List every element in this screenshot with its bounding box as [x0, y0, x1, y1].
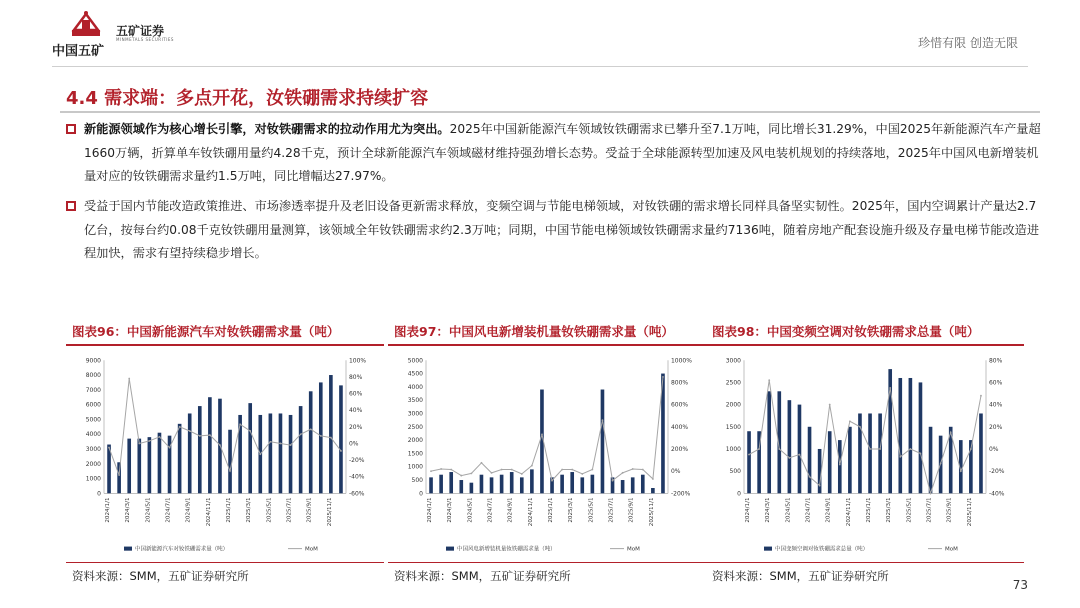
mom-point — [209, 434, 211, 436]
mom-point — [819, 485, 821, 487]
bar — [580, 477, 584, 493]
legend-line-label: MoM — [305, 546, 318, 553]
y-left-tick-label: 2500 — [725, 379, 741, 387]
bar — [480, 475, 484, 494]
mom-point — [551, 480, 553, 482]
bar — [808, 427, 812, 494]
x-tick-label: 2025/9/1 — [628, 497, 635, 523]
mom-point — [799, 454, 801, 456]
mom-point — [440, 468, 442, 470]
minmetals-emblem-icon — [68, 10, 104, 38]
bar — [747, 431, 751, 493]
x-tick-label: 2025/9/1 — [946, 497, 953, 523]
x-tick-label: 2024/7/1 — [487, 497, 494, 523]
x-tick-label: 2025/9/1 — [306, 497, 313, 523]
y-left-tick-label: 1000 — [85, 475, 101, 483]
logo-sub-en-text: MINMETALS SECURITIES — [116, 37, 174, 42]
y-right-tick-label: 0% — [671, 468, 681, 476]
bar — [127, 439, 131, 494]
y-left-tick-label: 2500 — [407, 423, 423, 431]
y-right-tick-label: -20% — [989, 468, 1005, 476]
x-tick-label: 2024/11/1 — [205, 497, 212, 527]
x-tick-label: 2025/11/1 — [966, 497, 973, 527]
bar — [279, 413, 283, 493]
x-tick-label: 2024/11/1 — [527, 497, 534, 527]
mom-point — [138, 443, 140, 445]
logo-sub-text: 五矿证券 — [116, 24, 165, 38]
figure-bottom-rule — [706, 562, 1024, 563]
x-tick-label: 2025/5/1 — [266, 497, 273, 523]
legend-bar-label: 中国新能源汽车对钕铁硼需求量（吨） — [135, 546, 229, 553]
bar — [178, 424, 182, 494]
y-left-tick-label: 4000 — [85, 431, 101, 439]
mom-point — [662, 376, 664, 378]
chart-nev-demand — [66, 350, 384, 565]
figure-title: 图表98：中国变频空调对钕铁硼需求总量（吨） — [712, 324, 980, 339]
mom-point — [889, 387, 891, 389]
figure-title-rule — [706, 344, 1024, 346]
bar — [148, 437, 152, 493]
x-tick-label: 2025/5/1 — [588, 497, 595, 523]
mom-point — [249, 430, 251, 432]
mom-point — [839, 464, 841, 466]
bar — [631, 477, 635, 493]
x-tick-label: 2024/1/1 — [745, 497, 752, 523]
mom-point — [118, 474, 120, 476]
mom-point — [460, 475, 462, 477]
x-tick-label: 2025/1/1 — [866, 497, 873, 523]
y-right-tick-label: 800% — [671, 379, 689, 387]
mom-point — [199, 435, 201, 437]
bar — [309, 391, 313, 493]
y-right-tick-label: 20% — [989, 423, 1003, 431]
mom-point — [450, 469, 452, 471]
y-right-tick-label: 600% — [671, 401, 689, 409]
y-left-tick-label: 6000 — [85, 401, 101, 409]
figure-source: 资料来源：SMM，五矿证券研究所 — [72, 569, 249, 583]
y-left-tick-label: 0 — [419, 490, 423, 498]
mom-point — [930, 492, 932, 494]
bullet-1-bold: 新能源领域作为核心增长引擎，对钕铁硼需求的拉动作用尤为突出。 — [84, 122, 450, 136]
y-left-tick-label: 7000 — [85, 386, 101, 394]
bullet-2-text: 受益于国内节能改造政策推进、市场渗透率提升及老旧设备更新需求释放，变频空调与节能电梯领域，对钕铁硼的需求增长同样具备坚实韧性。2025年，国内空调累计产量达2.7亿台，按每台约0.08千克钕铁硼用量测算，该领域全年钕铁硼需求约2.3万吨；同期，中国节能电梯领域钕铁硼需求量约7136吨，随着房地产配套设施升级及存量电梯节能改造进程加快，需求有望持续稳步增长。 — [84, 199, 1040, 260]
y-right-tick-label: 100% — [349, 357, 367, 365]
x-tick-label: 2024/3/1 — [125, 497, 132, 523]
y-right-tick-label: 40% — [349, 407, 363, 415]
bar — [329, 375, 333, 493]
mom-point — [531, 465, 533, 467]
mom-point — [330, 437, 332, 439]
mom-point — [758, 448, 760, 450]
mom-point — [829, 404, 831, 406]
mom-point — [602, 419, 604, 421]
x-tick-label: 2024/5/1 — [467, 497, 474, 523]
y-right-tick-label: 0% — [989, 445, 999, 454]
bar — [208, 397, 212, 493]
x-tick-label: 2025/7/1 — [608, 497, 615, 523]
bar — [621, 480, 625, 493]
y-right-tick-label: -40% — [349, 473, 365, 481]
bar — [500, 475, 504, 494]
x-tick-label: 2024/9/1 — [185, 497, 192, 523]
mom-point — [778, 448, 780, 450]
mom-point — [869, 448, 871, 450]
mom-point — [470, 472, 472, 474]
figure-98 — [706, 322, 1024, 592]
bar — [137, 439, 141, 494]
mom-point — [632, 468, 634, 470]
bar — [828, 431, 832, 493]
legend-bar-swatch — [446, 547, 454, 551]
page-number: 73 — [1012, 578, 1028, 592]
bar — [591, 475, 595, 494]
x-tick-label: 2024/7/1 — [165, 497, 172, 523]
y-left-tick-label: 2000 — [407, 437, 423, 445]
bar — [601, 390, 605, 494]
bar — [289, 415, 293, 493]
bar — [188, 413, 192, 493]
figure-bottom-rule — [388, 562, 706, 563]
bar — [248, 403, 252, 493]
x-tick-label: 2024/9/1 — [825, 497, 832, 523]
x-tick-label: 2024/1/1 — [105, 497, 112, 523]
mom-point — [980, 395, 982, 397]
mom-point — [612, 480, 614, 482]
y-left-tick-label: 3500 — [407, 397, 423, 405]
legend-line-label: MoM — [627, 546, 640, 553]
mom-point — [940, 462, 942, 464]
bar — [919, 382, 923, 493]
mom-point — [169, 447, 171, 449]
y-right-tick-label: -40% — [989, 490, 1005, 498]
mom-point — [849, 420, 851, 422]
bar — [878, 413, 882, 493]
legend-line-label: MoM — [945, 546, 958, 553]
y-left-tick-label: 3000 — [85, 445, 101, 454]
bar — [909, 378, 913, 493]
bullet-paragraph-2 — [66, 195, 1046, 266]
bullet-1-text: 2025年中国新能源汽车领域钕铁硼需求已攀升至7.1万吨，同比增长31.29%，中国2025年新能源汽车产量超1660万辆，折算单车钕铁硼用量约4.28千克，预计全球新能源汽车领域磁材维持强劲增长态势。受益于全球能源转型加速及风电装机规划的持续落地，2025年中国风电新增装机量对应的钕铁硼需求量约1.5万吨，同比增幅达27.97%。 — [84, 122, 1041, 183]
y-left-tick-label: 0 — [97, 490, 101, 498]
y-left-tick-label: 500 — [729, 468, 741, 476]
logo-main-text: 中国五矿 — [52, 44, 105, 59]
y-left-tick-label: 4000 — [407, 383, 423, 391]
mom-point — [219, 444, 221, 446]
x-tick-label: 2025/11/1 — [326, 497, 333, 527]
mom-point — [280, 443, 282, 445]
y-right-tick-label: 0% — [349, 440, 359, 448]
y-left-tick-label: 8000 — [85, 372, 101, 380]
bar — [560, 475, 564, 494]
chart-wind-demand — [388, 350, 706, 565]
mom-point — [320, 435, 322, 437]
x-tick-label: 2024/5/1 — [785, 497, 792, 523]
bullet-paragraph-1 — [66, 118, 1046, 189]
legend-bar-swatch — [124, 547, 132, 551]
bar — [898, 378, 902, 493]
bar — [570, 472, 574, 493]
y-right-tick-label: 40% — [989, 401, 1003, 409]
mom-point — [179, 426, 181, 428]
bar — [520, 477, 524, 493]
bar — [238, 415, 242, 493]
bar — [470, 483, 474, 494]
mom-point — [148, 440, 150, 442]
mom-point — [430, 470, 432, 472]
x-tick-label: 2024/3/1 — [765, 497, 772, 523]
y-right-tick-label: -20% — [349, 457, 365, 465]
x-tick-label: 2025/5/1 — [906, 497, 913, 523]
y-left-tick-label: 1500 — [725, 423, 741, 431]
y-left-tick-label: 3000 — [725, 357, 741, 365]
figure-bottom-rule — [66, 562, 384, 563]
bar — [490, 477, 494, 493]
figure-title: 图表96：中国新能源汽车对钕铁硼需求量（吨） — [72, 324, 340, 339]
bar — [868, 413, 872, 493]
bar — [848, 427, 852, 494]
mom-point — [229, 470, 231, 472]
figure-title-rule — [66, 344, 384, 346]
x-tick-label: 2024/7/1 — [805, 497, 812, 523]
bar — [530, 469, 534, 493]
mom-point — [859, 426, 861, 428]
mom-point — [970, 448, 972, 450]
bar — [339, 385, 343, 493]
bar — [228, 430, 232, 494]
legend-bar-label: 中国变频空调对钕铁硼需求总量（吨） — [775, 546, 869, 553]
y-left-tick-label: 1500 — [407, 450, 423, 458]
mom-point — [591, 469, 593, 471]
bar — [319, 382, 323, 493]
x-tick-label: 2025/3/1 — [246, 497, 253, 523]
mom-point — [960, 470, 962, 472]
figure-title: 图表97：中国风电新增装机量钕铁硼需求量（吨） — [394, 324, 674, 339]
mom-line — [749, 380, 981, 493]
mom-point — [581, 473, 583, 475]
bar — [439, 475, 443, 494]
mom-point — [879, 448, 881, 450]
slogan: 珍惜有限 创造无限 — [918, 36, 1018, 50]
mom-point — [501, 469, 503, 471]
y-left-tick-label: 0 — [737, 490, 741, 498]
y-left-tick-label: 5000 — [407, 357, 423, 365]
mom-point — [652, 478, 654, 480]
bar — [767, 391, 771, 493]
mom-point — [511, 469, 513, 471]
y-right-tick-label: 80% — [349, 373, 363, 381]
mom-point — [521, 473, 523, 475]
y-left-tick-label: 2000 — [725, 401, 741, 409]
x-tick-label: 2025/11/1 — [648, 497, 655, 527]
x-tick-label: 2024/3/1 — [447, 497, 454, 523]
mom-point — [920, 452, 922, 454]
title-divider — [60, 111, 1040, 113]
legend-bar-label: 中国风电新增装机量钕铁硼需求量（吨） — [457, 546, 556, 553]
x-tick-label: 2025/3/1 — [568, 497, 575, 523]
mom-point — [108, 447, 110, 449]
mom-point — [290, 444, 292, 446]
y-left-tick-label: 500 — [411, 477, 423, 485]
x-tick-label: 2024/1/1 — [427, 497, 434, 523]
bar — [198, 406, 202, 493]
x-tick-label: 2025/7/1 — [926, 497, 933, 523]
y-right-tick-label: 60% — [989, 379, 1003, 387]
mom-line — [109, 379, 341, 475]
y-right-tick-label: 80% — [989, 357, 1003, 365]
mom-point — [340, 450, 342, 452]
section-title: 4.4 需求端：多点开花，汝铁硼需求持续扩容 — [66, 88, 429, 109]
y-right-tick-label: -60% — [349, 490, 365, 498]
mom-point — [541, 434, 543, 436]
chart-ac-demand — [706, 350, 1024, 565]
mom-point — [259, 453, 261, 455]
y-right-tick-label: 200% — [671, 445, 689, 454]
bar — [651, 488, 655, 493]
bar — [838, 440, 842, 493]
figure-97 — [388, 322, 706, 592]
figure-source: 资料来源：SMM，五矿证券研究所 — [394, 569, 571, 583]
bar — [429, 477, 433, 493]
figure-96 — [66, 322, 384, 592]
mom-point — [809, 476, 811, 478]
mom-point — [128, 378, 130, 380]
bar — [858, 413, 862, 493]
bar — [979, 413, 983, 493]
y-right-tick-label: 400% — [671, 423, 689, 431]
figure-source: 资料来源：SMM，五矿证券研究所 — [712, 569, 889, 583]
bar — [788, 400, 792, 493]
bullet-square-icon — [66, 201, 76, 211]
mom-point — [239, 423, 241, 425]
y-left-tick-label: 5000 — [85, 416, 101, 424]
mom-point — [642, 469, 644, 471]
figure-title-rule — [388, 344, 706, 346]
mom-point — [269, 441, 271, 443]
x-tick-label: 2024/11/1 — [845, 497, 852, 527]
bar — [929, 427, 933, 494]
y-left-tick-label: 1000 — [725, 445, 741, 454]
x-tick-label: 2025/1/1 — [226, 497, 233, 523]
mom-point — [748, 454, 750, 456]
y-right-tick-label: -200% — [671, 490, 691, 498]
y-left-tick-label: 1000 — [407, 463, 423, 471]
x-tick-label: 2025/1/1 — [548, 497, 555, 523]
y-right-tick-label: 60% — [349, 390, 363, 398]
mom-point — [899, 456, 901, 458]
bar — [158, 433, 162, 494]
mom-point — [561, 469, 563, 471]
x-tick-label: 2025/3/1 — [886, 497, 893, 523]
y-left-tick-label: 4500 — [407, 370, 423, 378]
mom-line — [431, 377, 663, 481]
x-tick-label: 2024/5/1 — [145, 497, 152, 523]
bar — [299, 406, 303, 493]
company-logo — [52, 10, 122, 59]
mom-point — [909, 448, 911, 450]
mom-point — [788, 457, 790, 459]
bar — [510, 472, 514, 493]
y-left-tick-label: 9000 — [85, 357, 101, 365]
y-right-tick-label: 1000% — [671, 357, 692, 365]
y-left-tick-label: 3000 — [407, 410, 423, 418]
bar — [459, 480, 463, 493]
bar — [798, 405, 802, 494]
mom-point — [189, 430, 191, 432]
mom-point — [300, 433, 302, 435]
mom-point — [310, 428, 312, 430]
mom-point — [622, 472, 624, 474]
bullet-square-icon — [66, 124, 76, 134]
mom-point — [950, 431, 952, 433]
mom-point — [491, 472, 493, 474]
x-tick-label: 2025/7/1 — [286, 497, 293, 523]
header-divider — [52, 66, 1028, 67]
y-right-tick-label: 20% — [349, 423, 363, 431]
legend-bar-swatch — [764, 547, 772, 551]
mom-point — [481, 462, 483, 464]
bar — [641, 475, 645, 494]
mom-point — [571, 469, 573, 471]
mom-point — [159, 436, 161, 438]
bar — [269, 413, 273, 493]
bar — [449, 472, 453, 493]
x-tick-label: 2024/9/1 — [507, 497, 514, 523]
mom-point — [768, 379, 770, 381]
y-left-tick-label: 2000 — [85, 460, 101, 468]
